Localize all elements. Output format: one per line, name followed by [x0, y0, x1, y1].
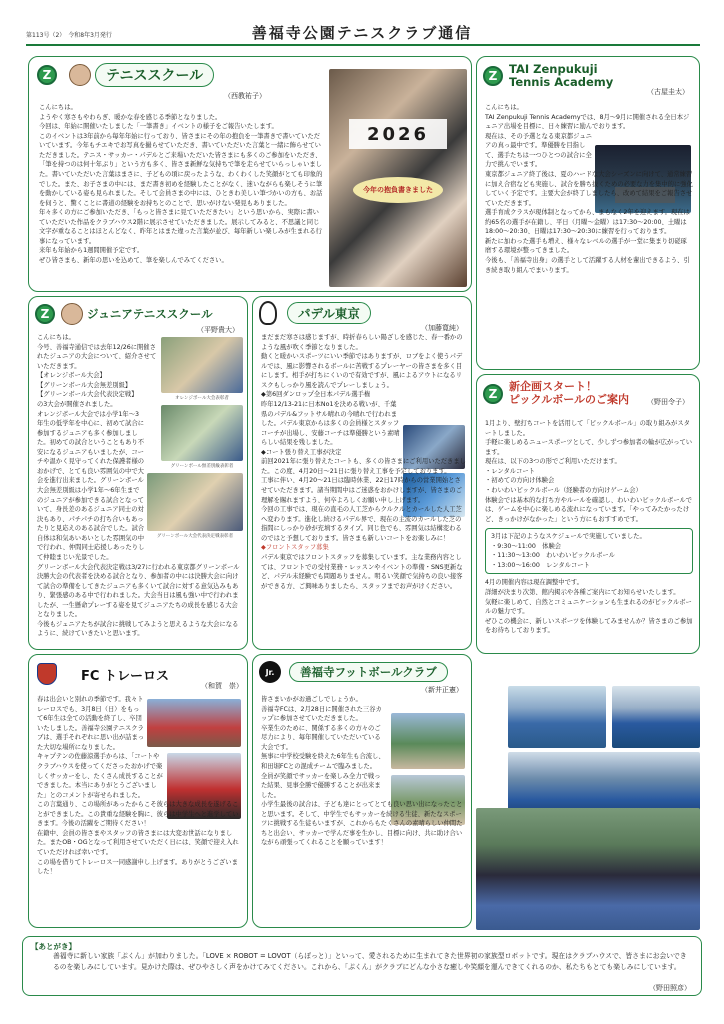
author-avatar	[69, 64, 91, 86]
toreros-logo	[37, 663, 57, 685]
tennis-school-panel	[28, 56, 472, 292]
author-avatar	[61, 303, 83, 325]
schedule-box: 3月は下記のようなスケジュールで実施していました。 ・9:30〜11:00 体験会 ・11:30〜13:00 わいわいピックルボール ・13:00〜16:00 レンタルコート	[485, 528, 693, 574]
football-club-panel	[252, 654, 472, 928]
section-author: （野田令子）	[647, 398, 689, 406]
afterword-title: 【あとがき】	[31, 942, 76, 951]
photo-caption: グリーンボール無差別級表彰者	[170, 464, 234, 469]
academy-panel	[476, 56, 700, 370]
section-author: （和賀 崇）	[201, 682, 243, 690]
section-author: （古屋圭太）	[647, 88, 689, 96]
section-author: （平野貴大）	[197, 326, 239, 334]
academy-text: こんにちは。 TAI Zenpukuji Tennis Academyでは、8月〜9月に開催される全日本ジュニア出場を目標に、日々練習に励んでおります。 現在は、その予選となる東京都ジュニアの真っ最中です。準優勝を目指して、選手たちは一つひとつの試合に全力で挑んでいます。 東京都ジュニア終了後は、夏のハードな大会シーズンに向けて、通常練習に加え合宿なども実施し、試合を勝ち抜くための必要な力を集中的に強化していく予定です。主要大会が終了しましたら、改めて結果をご報告させていただきます。 選手育成クラスが現体制となってから、まもなく2年を迎えます。現在は約65名の選手が在籍し、平日（月曜〜金曜）は17:30〜20:00、土曜は18:00〜20:30、日曜は17:30〜20:30に練習を行っております。 新たに加わった選手も増え、様々なレベルの選手が一堂に集まり切磋琢磨する環境が整ってきました。 今後も、「善福寺出身」の選手として活躍する人材を輩出できるよう、引き続き取り組んでまいります。	[485, 104, 693, 274]
section-title: パデル東京	[287, 302, 371, 324]
fc-text: 春は出会いと別れの季節です。我々トレーロスでも、3月8日（日）をもって6年生は全ての活動を終了し、卒団いたしました。善福寺公園テニスクラブは、選手それぞれに思い出が詰まった大切な場所になりました。 キャプテンの佐藤涼選手からは、「コートやクラブハウスを使ってくださったおかげで楽しくサッカーをし、たくさん成長することができました。本当にありがとうございました」とのコメントが寄せられました。 この言葉通り、この場所があったからこそ彼らは大きな成長を遂げることができました。この貴重な経験を胸に、彼らは中学生へと進学していきます。今後の活躍をご期待ください！ 在籍中、会員の皆さまやスタッフの皆さまには大変お世話になりました。またOB・OGとなって利用させていただく日には、笑顔で迎え入れていただければ幸いです。 この場を借りてトレーロス一同感謝申し上げます。ありがとうございました！	[37, 696, 239, 876]
pickleball-panel	[476, 374, 700, 654]
padel-panel	[252, 296, 472, 650]
section-title: テニススクール	[95, 63, 214, 87]
photo-caption: グリーンボール大会代表決定戦表彰者	[156, 534, 234, 539]
afterword-text: 善福寺に新しい家族「ぷくん」が加わりました。「LOVE × ROBOT = LOVOT（らぼっと）」といって、愛されるために生まれてきた世界初の家族型ロボットです。現在はクラブハウスで、皆さまにお会いできるのを楽しみにしています。見かけた際は、ぜひやさしく声をかけてみてください。これから、「ぷくん」がクラブにどんな小さな癒しや笑顔を運んできてくれるのか、私たちもとても楽しみにしています。	[53, 952, 687, 971]
section-author: （加藤寛純）	[421, 324, 463, 332]
padel-racket-icon	[259, 301, 277, 325]
afterword-box	[22, 936, 702, 996]
pickleball-photo-1	[508, 686, 606, 748]
section-author: （西教祐子）	[224, 92, 266, 100]
collage-caption: 今年の抱負書きました	[353, 177, 443, 203]
afterword-author: （野田照彦）	[649, 984, 691, 992]
section-title: FC トレーロス	[81, 668, 169, 684]
section-title: TAI Zenpukuji Tennis Academy	[509, 62, 614, 89]
pickleball-group-photo	[476, 808, 700, 930]
section-title: 新企画スタート！ ピックルボールのご案内	[509, 380, 630, 406]
pickleball-photo-2	[612, 686, 700, 748]
pickleball-text: 1月より、壁打ちコートを活用して「ピックルボール」の取り組みがスタートしました。 手軽に楽しめるニュースポーツとして、少しずつ参加者の輪が広がっています。 現在は、以下の3つの形でご利用いただけます。 ・レンタルコート ・初めての方向け体験会 ・わいわいピックルボール（経験者の方向けゲーム会） 体験会では基本的な打ち方やルールを確認し、わいわいピックルボールでは、ゲームを中心に楽しめる流れになっています。「やってみたかったけど、きっかけがなかった」という方にもおすすめです。 3月は下記のようなスケジュールで実施していました。 ・9:30〜11:00 体験会 ・11:30〜13:00 わいわいピックルボール ・13:00〜16:00 レンタルコート 4月の開催内容は現在調整中です。 詳細が決まり次第、館内掲示や各種ご案内にてお知らせいたします。 気軽に楽しめて、自然とコミュニケーションも生まれるのがピックルボールの魅力です。 ぜひこの機会に、新しいスポーツを体験してみませんか？皆さまのご参加をお待ちしております。	[485, 420, 693, 635]
issue-number: 第113号（2） 令和8年3月発行	[26, 32, 112, 39]
football-jr-logo: Jr.	[259, 661, 281, 683]
section-title: 善福寺フットボールクラブ	[289, 662, 448, 682]
club-z-logo: Z	[483, 66, 503, 86]
collage-year: 2026	[349, 119, 447, 149]
padel-text: まだまだ寒さは感じますが、時折春らしい陽ざしを感じた、春一番かのような風が吹く季節となりました。 動くと暖かいスポーツにいい季節ではありますが、ロブをよく使うパデルでは、風に影響されるボールに苦戦するプレーヤーの皆さまを多く目にします。相手が打ちにくいので有効ですが、風によるアウトになるリスクもしっかり風を読んでプレーしましょう。 ◆第6回ダンロップ全日本パデル選手権 昨年12/13-21に日本No1を決める戦いが、千葉県のパデル&フットサル晴れの今晴れで行われました。パデル東京からは多くの会員様とスタッフコーチが出場し、安藤コーチは準優勝という素晴らしい結果を残しました。 ◆コート張り替え工事が決定 前回2021年に張り替えたコートも、多くの皆さまにご利用いただきました。この度、4月20日〜21日に張り替え工事を予定しております。 工事に伴い、4月20〜21日は臨時休業、22日17時からの営業開始とさせていただきます。諸当期間中はご迷惑をおかけしますが、皆さまのご理解を賜れますよう、何卒よろしくお願い申し上げます。 今回の工事では、現在の直毛の人工芝からクルクルとカールした人工芝へ変わります。進化し続けるパデル界で、現在の主流のカールした芝の指間にしっかり砂が充填するタイプ。同じ色でも、雰囲気は結構変わるのではと予想しております。皆さまも新しいコートをお楽しみに！ ◆フロントスタッフ募集 パデル東京ではフロントスタッフを募集しています。主な業務内容としては、フロントでの受付業務・レッスンやイベントの準備・SNS更新など、パデル未経験でも問題ありません。明るい笑顔で気持ちの良い接客ができる方、ご興味ありましたら、スタッフまでお声がけください。	[261, 334, 466, 590]
club-z-logo: Z	[35, 304, 55, 324]
tennis-school-text: こんにちは。 ようやく寒さもやわらぎ、暖かな春を感じる季節となりました。 今回は、年始に開催いたしました「一筆書き」イベントの様子をご報告いたします。 このイベントは3年前から毎年年始に行っており、皆さまにその年の抱負を一筆書きで書いていただいています。今年もチエキでお写真を撮らせていただき、書いていただいた言葉と一緒に飾らせていただきました。テニス・サッカー・パデルとご来場いただいた皆さまにも多くのご参加をいただき、「筆を持つのは何十年ぶり」という方も多く、皆さま新鮮な気持ちで筆を走らせていらっしゃいました。書いていただいた言葉はまさに、子どもの頃に戻ったような、わくわくした笑顔がとても印象的でした。また、お子さまの中には、まだ書き初めを経験したことがなく、迷いながらも楽しそうに筆を動かしている姿も見られました。そして会員さまの中には、ひときわ美しい筆づかいの方も、お話を伺うと、驚くことに書道の経験をお持ちとのことで、思いがけない発見もありました。 年々多くの方にご参加いただき、「もっと皆さまに見ていただきたい」という思いから、実際に書いていただいた作品をクラブハウス2階に展示させていただきました。展示してみると、不思議と同じ文字が重なることはほとんどなく、昨年とはまた違った言葉が並び、毎年新しい楽しみが生まれる行事になっています。 来年も年始から1週間開催予定です。 ぜひ皆さまも、新年の思いを込めて、筆を楽しんでみてください。	[39, 104, 323, 264]
junior-text: こんにちは。 今号、善福寺通信では去年12/26に開催されたジュニアの大会について、紹介させていただきます。 【オレンジボール大会】 【グリーンボール大会無差別級】 【グリーンボール大会代表決定戦】 の3大会が開催されました。 オレンジボール大会では小学1年〜3年生の低学年を中心に、初めて試合に参加するジュニアも多く参加しました。初めての試合ということもあり不安になるジュニアもいましたが、コーチや温かく見守ってくれた保護者様のおかげで、とても良い雰囲気の中で大会を進行出来ました。グリーンボール大会無差別級は小学1年〜6年生までのジュニアが参加できる試合となっていて、身長差のあるジュニア同士の対決もあり、パチパチの打ち合いもあったりと見応えのある試合でした。試合自体は和気あいあいとした雰囲気の中で行われ、仲間同士応援しあったりして仲睦まじい光景でした。 グリーンボール大会代表決定戦は3/27に行われる東京都グリーンボール決勝大会の代表者を決める試合となり、参加者の中には決勝大会に向けて試合の準備をしてきたジュニアも多くいて試合に対する意気込みもあり、緊張感のある中で行われました。大会当日は風も強い中で行われましたが、一生懸命プレーする姿を見てジュニアたちの成長を感じる大会となりました。 今後もジュニアたちが試合に挑戦してみようと思えるような大会になるように、続けていきたいと思います。	[37, 334, 240, 638]
calligraphy-collage	[329, 69, 467, 287]
section-title: ジュニアテニススクール	[87, 307, 213, 321]
club-z-logo: Z	[37, 65, 57, 85]
photo-caption: オレンジボール大会表彰者	[175, 396, 229, 401]
football-text: 皆さまいかがお過ごしでしょうか。 善福寺FCは、2月28日に開催された三谷カップに参加させていただきました。 卒業生のために、関係する多くの方々のご尽力により、毎年開催していただいている大会です。 無事に中学校受験を終えた6年生も合流し、和田堀FCとの混成チームで臨みました。 全員が笑顔でサッカーを楽しみ全力で戦った結果、見事全勝で優勝することが出来ました。 小学生最後の試合は、子ども達にとってとても良い思い出になったことと思います。そして、中学生でもサッカーを続ける生徒、新たなスポーツに挑戦する生徒もいますが、これからもたくさんの素晴らしい仲間たちと出会い、サッカーで学んだ事を生かし、目標に向け、共に助け合いながら頑張ってくれることを願っています！	[261, 696, 463, 847]
section-author: （新井正憲）	[421, 686, 463, 694]
fc-toreros-panel	[28, 654, 248, 928]
junior-panel	[28, 296, 248, 650]
club-z-logo: Z	[483, 384, 503, 404]
page-title: 善福寺公園テニスクラブ通信	[251, 24, 473, 42]
header-divider	[26, 44, 700, 46]
